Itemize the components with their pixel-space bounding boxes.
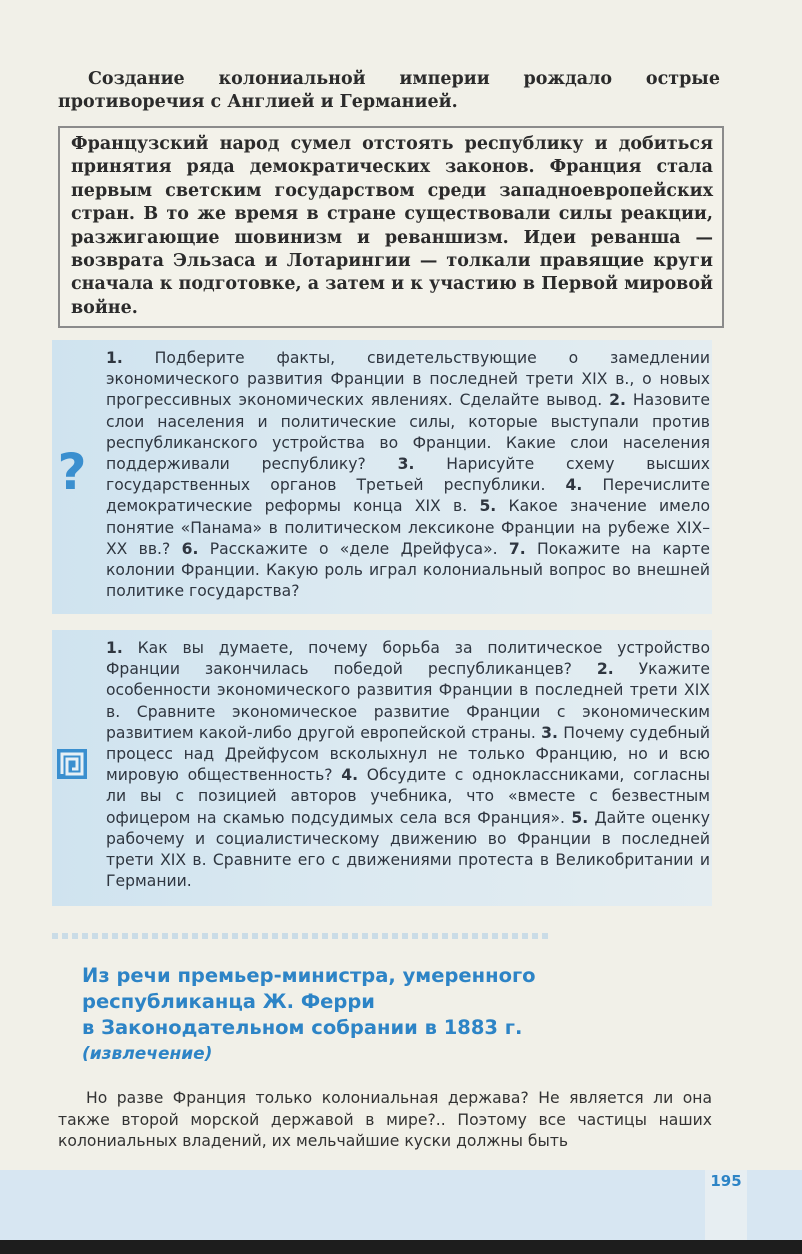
- task-text: Дайте оценку рабочему и социалистическому движению во Франции в последней трети XIX в. Сравните его с движениями протеста в Великобритании и Германии.: [106, 808, 710, 891]
- document-title-line: республиканца Ж. Ферри: [82, 990, 375, 1013]
- task-number: 1.: [106, 639, 123, 657]
- task-text: Как вы думаете, почему борьба за политическое устройство Франции закончилась победой республиканцев?: [106, 639, 710, 679]
- question-text: Какое значение имело понятие «Панама» в политическом лексиконе Франции на рубеже XIX–XX вв.?: [106, 497, 710, 558]
- question-number: 5.: [479, 497, 497, 516]
- question-mark-icon: ?: [57, 443, 87, 501]
- document-body: Но разве Франция только колониальная держава? Не является ли она также второй морской державой в мире?.. Поэтому все частицы наших колониальных владений, их мельчайшие куски должны быть: [58, 1089, 712, 1150]
- bottom-band: [0, 1170, 802, 1240]
- question-text: Перечислите демократические реформы конца XIX в.: [106, 476, 710, 516]
- scan-edge: [0, 1240, 802, 1254]
- task-number: 3.: [541, 723, 558, 742]
- task-text: Обсудите с одноклассниками, согласны ли вы с позицией авторов учебника, что «вместе с безвестным офицером на скамью подсудимых села вся Франция».: [106, 766, 710, 827]
- questions-block: [52, 340, 712, 614]
- question-number: 3.: [397, 455, 415, 474]
- question-text: Нарисуйте схему высших государственных органов Третьей республики.: [106, 455, 710, 495]
- document-title-line: Из речи премьер-министра, умеренного: [82, 964, 536, 987]
- document-heading: [82, 963, 722, 1067]
- decorative-rule: [52, 933, 552, 939]
- document-subtitle: (извлечение): [82, 1044, 213, 1064]
- question-text: Подберите факты, свидетельствующие о замедлении экономического развития Франции в последней трети XIX в., о новых прогрессивных экономических явлениях. Сделайте вывод.: [106, 349, 711, 410]
- greek-key-icon: [56, 748, 88, 780]
- question-text: Покажите на карте колонии Франции. Какую роль играл колониальный вопрос во внешней политике государства?: [106, 539, 710, 601]
- question-text: Назовите слои населения и политические силы, которые выступали против республиканского устройства во Франции. Какие слои населения поддерживали республику?: [106, 391, 711, 474]
- page-number: 195: [710, 1172, 742, 1190]
- task-number: 5.: [571, 808, 589, 827]
- question-number: 6.: [181, 539, 199, 558]
- document-title-line: в Законодательном собрании в 1883 г.: [82, 1016, 523, 1039]
- intro-paragraph: Создание колониальной империи рождало острые противоречия с Англией и Германией.: [58, 69, 720, 112]
- questions-text: [106, 348, 710, 602]
- question-number: 2.: [609, 391, 626, 410]
- question-number: 1.: [106, 349, 123, 367]
- tasks-block: [52, 630, 712, 906]
- task-text: Почему судебный процесс над Дрейфусом всколыхнул не только Францию, но и всю мировую общественность?: [106, 723, 710, 785]
- tasks-text: [106, 638, 710, 892]
- question-number: 4.: [565, 476, 583, 495]
- task-number: 2.: [596, 660, 614, 679]
- summary-box: Французский народ сумел отстоять республику и добиться принятия ряда демократических законов. Франция стала первым светским государством среди западноевропейских стран. В то же время в стране существовали силы реакции, разжигающие шовинизм и реваншизм. Идеи реванша — возврата Эльзаса и Лотарингии — толкали правящие круги сначала к подготовке, а затем и к участию в Первой мировой войне.: [58, 126, 724, 328]
- task-text: Укажите особенности экономического развития Франции в последней трети XIX в. Сравните экономическое развитие Франции с экономическим развитием какой-либо другой европейской страны.: [106, 660, 710, 742]
- task-number: 4.: [341, 766, 359, 785]
- question-text: Расскажите о «деле Дрейфуса».: [209, 539, 498, 558]
- question-number: 7.: [508, 539, 526, 558]
